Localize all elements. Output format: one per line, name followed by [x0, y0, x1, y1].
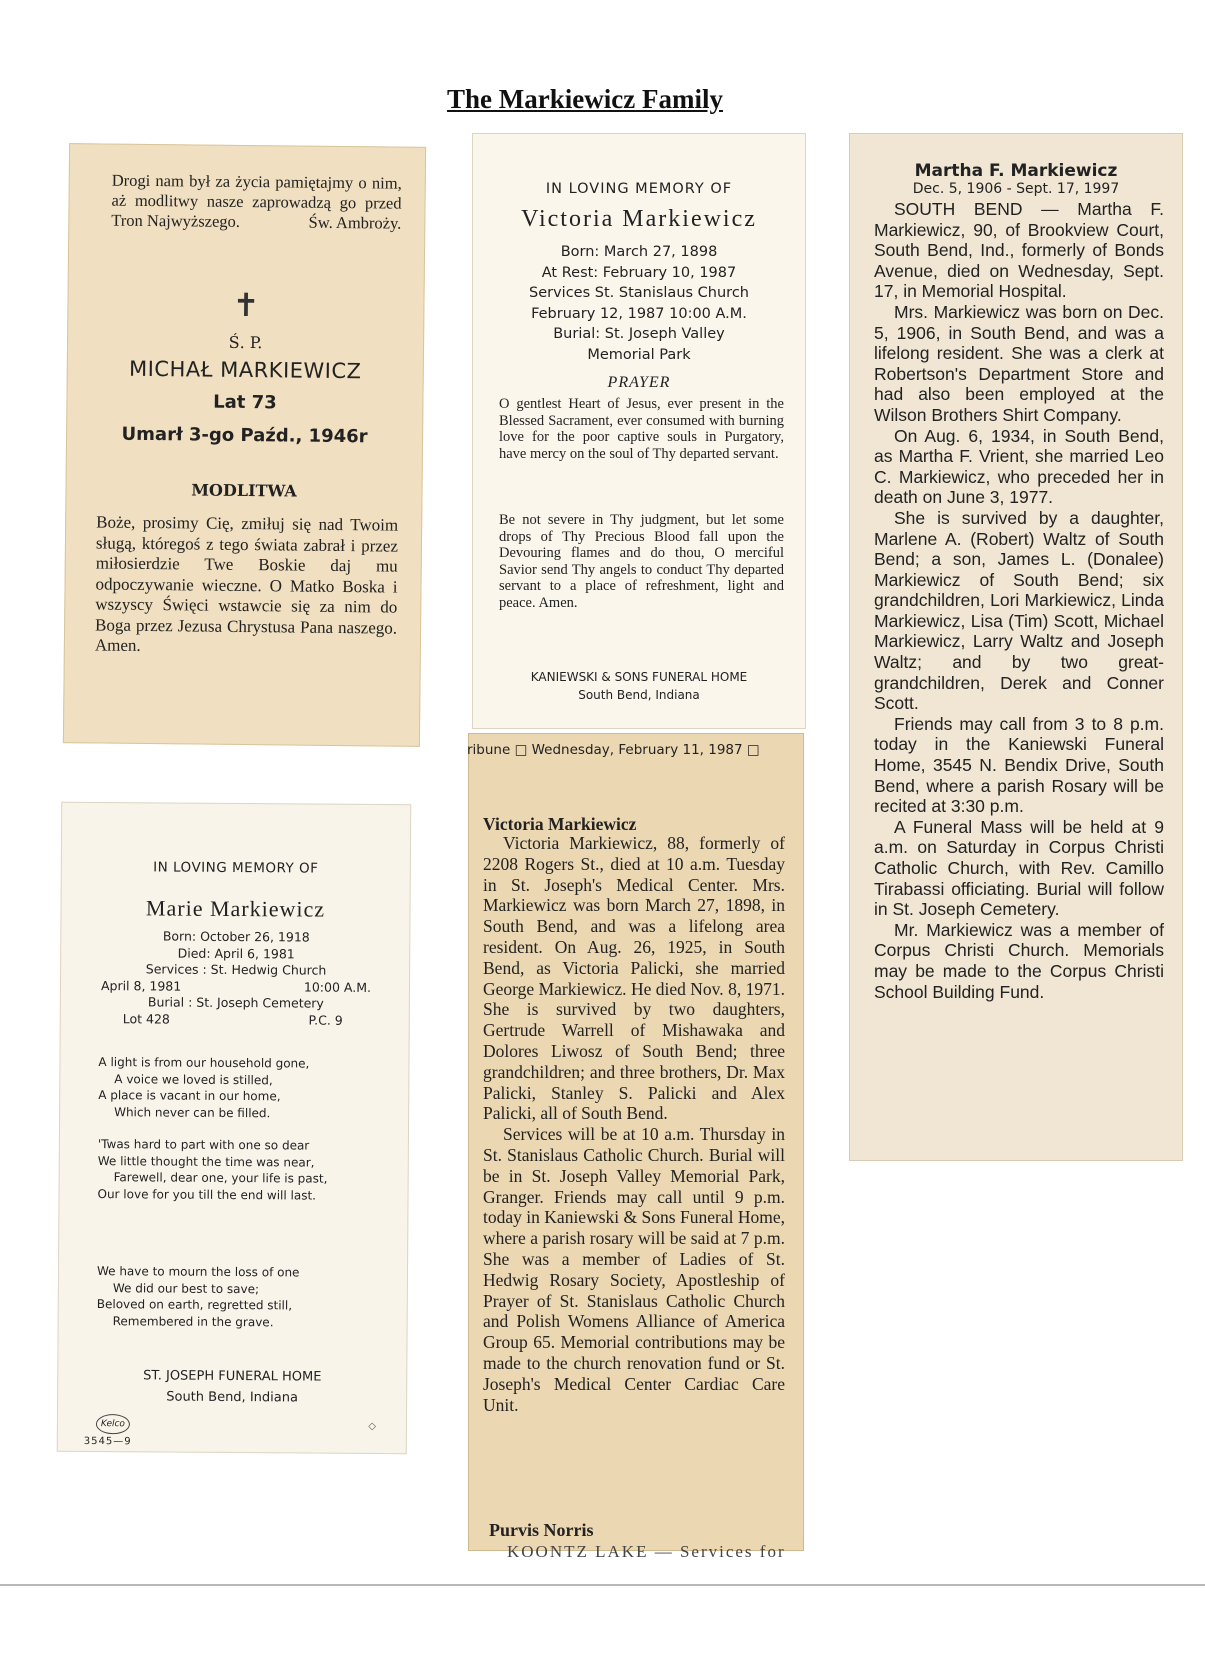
obituary-name: Martha F. Markiewicz	[914, 161, 1118, 181]
newspaper-header: ribune □ Wednesday, February 11, 1987 □	[467, 742, 760, 758]
obituary-paragraph: On Aug. 6, 1934, in South Bend, as Martha F. Vrient, she married Leo C. Markiewicz, who preceded her in death on June 3, 1977.	[874, 425, 1164, 508]
marie-funeral-home	[58, 1365, 406, 1409]
victoria-obituary-clipping	[467, 733, 804, 1561]
victoria-prayer-heading: PRAYER	[607, 374, 671, 391]
poem-line: A voice we loved is stilled,	[114, 1071, 273, 1087]
marie-burial: Burial : St. Joseph Cemetery	[147, 994, 324, 1011]
funeral-home-name: ST. JOSEPH FUNERAL HOME	[143, 1368, 322, 1385]
next-obituary-name: Purvis Norris	[489, 1520, 594, 1540]
michal-prayer-card	[63, 143, 426, 747]
poem-line: We little thought the time was near,	[97, 1153, 315, 1170]
poem-stanza	[97, 1263, 362, 1331]
victoria-memorial-card	[472, 133, 806, 729]
card-code: 3545—9	[83, 1435, 132, 1448]
cross-icon: ✝	[232, 285, 260, 325]
martha-obituary-clipping	[849, 133, 1183, 1161]
obituary-paragraph: Victoria Markiewicz, 88, formerly of 2208 Rogers St., died at 10 a.m. Tuesday in St. Joseph's Medical Center. Mrs. Markiewicz was born March 27, 1898, in South Bend, and was a lifelong area resident. On Aug. 26, 1925, in South Bend, as Victoria Palicki, she married George Markiewicz. He died Nov. 8, 1971. She is survived by two daughters, Gertrude Warrell of Mishawaka and Dolores Liwosz of South Bend; three grandchildren; and three brothers, Dr. Max Palicki, Stanley S. Palicki and Alex Palicki, all of South Bend.	[483, 833, 785, 1124]
victoria-funeral-home	[473, 668, 805, 704]
obituary-paragraph: Mrs. Markiewicz was born on Dec. 5, 1906, in South Bend, and was a lifelong resident. She was a clerk at Robertson's Department Store and had also been employed at the Wilson Brothers Shirt Company.	[874, 301, 1164, 425]
victoria-services: Services St. Stanislaus Church	[529, 285, 749, 301]
marie-pc: P.C. 9	[308, 1012, 343, 1028]
poem-line: A place is vacant in our home,	[98, 1088, 281, 1104]
victoria-info	[473, 242, 805, 365]
obituary-dates: Dec. 5, 1906 - Sept. 17, 1997	[912, 181, 1120, 197]
poem-line: We have to mourn the loss of one	[96, 1264, 300, 1280]
poem-line: Remembered in the grave.	[112, 1313, 274, 1329]
funeral-home-location: South Bend, Indiana	[578, 688, 700, 702]
poem-line: Farewell, dear one, your life is past,	[113, 1170, 328, 1186]
michal-prayer-heading: MODLITWA	[191, 480, 297, 501]
victoria-prayer-paragraph: Be not severe in Thy judgment, but let some drops of Thy Precious Blood fall upon the Devouring flames and do thou, O merciful Savior send Thy angels to conduct Thy departed servant to a place of refreshment, light and peace. Amen.	[499, 512, 784, 611]
michal-quote: Drogi nam był za życia pamiętajmy o nim, aż modlitwy nasze zaprowadzą go przed Tron Najwyższego. Św. Ambroży.	[111, 170, 402, 233]
funeral-home-location: South Bend, Indiana	[166, 1389, 299, 1406]
michal-quote-author: Św. Ambroży.	[308, 212, 402, 233]
michal-age: Lat 73	[213, 391, 277, 414]
michal-prayer: Boże, prosimy Cię, zmiłuj się nad Twoim sługą, któregoś z tego świata zabrał i przez miłosierdzie Twe Boskie daj mu odpoczywanie wieczne. O Matko Boska i wszyscy Święci wstawcie się za nim do Boga przez Jezusa Chrystusa Pana naszego. Amen.	[94, 512, 399, 655]
marie-service-date: April 8, 1981	[100, 977, 182, 994]
victoria-memory-heading: IN LOVING MEMORY OF	[545, 181, 733, 197]
marie-born: Born: October 26, 1918	[162, 928, 310, 945]
marie-memory-heading: IN LOVING MEMORY OF	[153, 859, 319, 877]
michal-death-date: Umarł 3-go Paźd., 1946r	[121, 423, 368, 448]
obituary-paragraph: A Funeral Mass will be held at 9 a.m. on Saturday in Corpus Christi Catholic Church, with Rev. Camillo Tirabassi officiating. Burial will follow in St. Joseph Cemetery.	[874, 816, 1164, 920]
marie-died: Died: April 6, 1981	[177, 945, 295, 961]
page-divider	[0, 1584, 1205, 1586]
poem-stanza	[98, 1054, 363, 1122]
poem-line: 'Twas hard to part with one so dear	[97, 1137, 310, 1153]
marie-plot	[101, 1011, 371, 1029]
marie-services: Services : St. Hedwig Church	[145, 961, 327, 978]
marie-name: Marie Markiewicz	[145, 895, 326, 922]
victoria-born: Born: March 27, 1898	[560, 244, 718, 260]
poem-stanza	[97, 1136, 362, 1204]
obituary-paragraph: Services will be at 10 a.m. Thursday in St. Stanislaus Catholic Church. Burial will be in St. Joseph Valley Memorial Park, Granger. Friends may call until 9 p.m. today in Kaniewski & Sons Funeral Home, where a parish rosary will be said at 7 p.m. She was a member of Ladies of St. Hedwig Rosary Society, Apostleship of Prayer of St. Stanislaus Catholic Church and Polish Womens Alliance of America Group 65. Memorial contributions may be made to the church renovation fund or St. Joseph's Medical Center Cardiac Care Unit.	[483, 1124, 785, 1415]
marie-service-hour: 10:00 A.M.	[303, 978, 372, 995]
victoria-name: Victoria Markiewicz	[521, 206, 757, 232]
poem-line: A light is from our household gone,	[98, 1055, 310, 1071]
poem-line: Beloved on earth, regretted still,	[96, 1297, 293, 1313]
obituary-paragraph: Friends may call from 3 to 8 p.m. today in the Kaniewski Funeral Home, 3545 N. Bendix Drive, South Bend, where a parish Rosary will be recited at 3:30 p.m.	[874, 713, 1164, 817]
obituary-body	[483, 833, 785, 1415]
marie-service-time	[101, 978, 371, 996]
obituary-name: Victoria Markiewicz	[483, 814, 637, 834]
poem-line: Which never can be filled.	[114, 1104, 271, 1120]
michal-name: MICHAŁ MARKIEWICZ	[128, 356, 362, 384]
obituary-paragraph: She is survived by a daughter, Marlene A. (Robert) Waltz of South Bend; a son, James L. (Donalee) Markiewicz of South Bend; six grandchildren, Lori Markiewicz, Linda Markiewicz, Lisa (Tim) Scott, Michael Markiewicz, Larry Waltz and Joseph Waltz; and by two great-grandchildren, Derek and Conner Scott.	[874, 507, 1164, 714]
next-obituary-cut: KOONTZ LAKE — Services for	[507, 1542, 786, 1561]
michal-sp: Ś. P.	[228, 332, 263, 353]
obituary-paragraph: Mr. Markiewicz was a member of Corpus Christi Church. Memorials may be made to the Corpus Christi School Building Fund.	[874, 919, 1164, 1002]
victoria-burial: Burial: St. Joseph Valley	[553, 326, 725, 342]
marie-memorial-card	[57, 802, 412, 1454]
victoria-prayer-paragraph: O gentlest Heart of Jesus, ever present in the Blessed Sacrament, ever consumed with burning love for the poor captive souls in Purgatory, have mercy on the soul of Thy departed servant.	[499, 396, 784, 462]
poem-line: Our love for you till the end will last.	[97, 1186, 317, 1203]
funeral-home-name: KANIEWSKI & SONS FUNERAL HOME	[530, 670, 748, 684]
marie-lot: Lot 428	[122, 1010, 170, 1027]
obituary-paragraph: SOUTH BEND — Martha F. Markiewicz, 90, of Brookview Court, South Bend, Ind., formerly of Bonds Avenue, died on Wednesday, Sept. 17, in Memorial Hospital.	[874, 199, 1164, 302]
marie-info	[101, 928, 372, 1029]
victoria-park: Memorial Park	[587, 346, 691, 363]
victoria-service-time: February 12, 1987 10:00 A.M.	[531, 305, 747, 322]
poem-line: We did our best to save;	[112, 1280, 260, 1296]
obituary-body	[874, 199, 1164, 1002]
printer-mark-icon: ◇	[368, 1420, 376, 1432]
kelco-logo: Kelco	[96, 1414, 130, 1434]
page-title: The Markiewicz Family	[447, 84, 723, 114]
victoria-rest: At Rest: February 10, 1987	[541, 264, 737, 281]
